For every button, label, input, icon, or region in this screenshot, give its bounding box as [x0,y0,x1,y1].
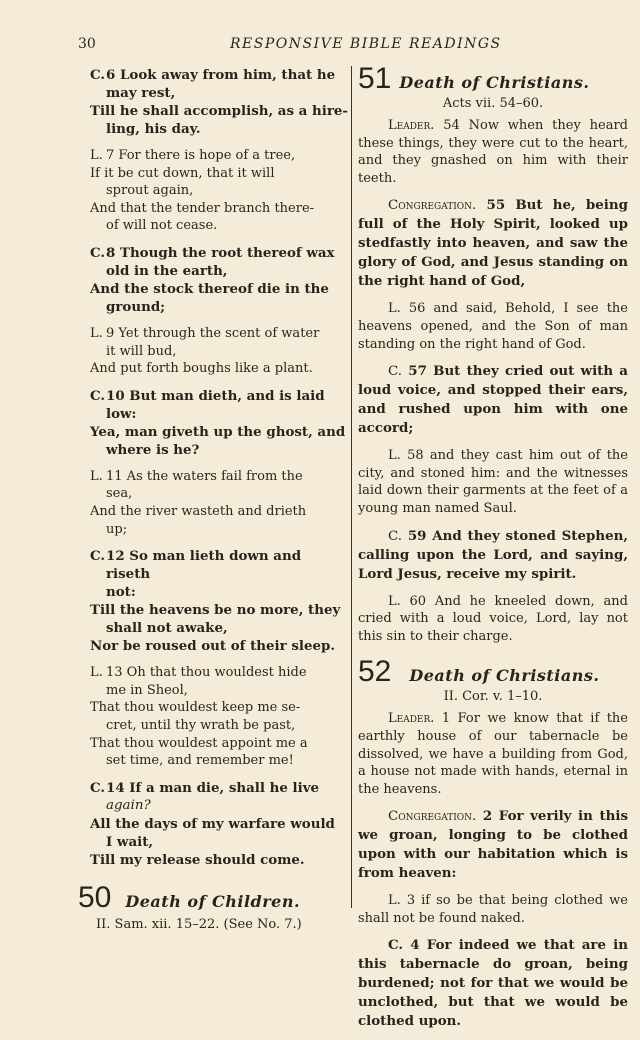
section-title: Death of Children. [125,891,301,911]
page-header [78,36,628,56]
verse-c8: C. 8 Though the root thereof wax old in the earth, And the stock thereof die in the ground; [90,244,335,315]
reading-paragraph: Leader. 1 For we know that if the earthly house of our tabernacle be dissolved, we have a building from God, a house not made with hands, eternal in the heavens. [358,711,628,797]
section-number: 51 [358,62,392,95]
reading-paragraph: L. 60 And he kneeled down, and cried with a loud voice, Lord, lay not this sin to their charge. [358,593,628,644]
reading-paragraph: C. 59 And they stoned Stephen, calling upon the Lord, and saying, Lord Jesus, receive my spirit. [358,527,628,582]
reading-paragraph: L. 56 and said, Behold, I see the heavens opened, and the Son of man standing on the right hand of God. [358,301,629,352]
section-title: Death of Christians. [409,666,600,686]
reading-paragraph: Leader. 54 Now when they heard these things, they were cut to the heart, and they gnashed on him with their teeth. [358,118,629,186]
section-52 [358,657,628,1031]
section-reference: II. Cor. v. 1–10. [443,689,543,705]
section-50 [78,880,348,932]
reading-paragraph: L. 3 if so be that being clothed we shall not be found naked. [358,893,628,926]
left-column [78,66,348,932]
reading-paragraph: C. 4 For indeed we that are in this tabernacle do groan, being burdened; not for that we would be unclothed, but that we would be clothed upon. [358,937,628,1030]
verse-l13: L. 13 Oh that thou wouldest hide me in Sheol, That thou wouldest keep me se- cret, until thy wrath be past, That thou wouldest appoint me a set time, and remember me! [90,665,308,769]
verse-c12: C. 12 So man lieth down and riseth not: Till the heavens be no more, they shall not awake, Nor be roused out of their sleep. [90,548,341,655]
page-number: 30 [78,36,96,52]
reading-paragraph: L. 58 and they cast him out of the city, and stoned him: and the witnesses laid down their garments at the feet of a young man named Saul. [358,448,628,516]
verse-l9: L. 9 Yet through the scent of water it will bud, And put forth boughs like a plant. [90,325,320,377]
section-reference: II. Sam. xii. 15–22. (See No. 7.) [96,916,302,932]
running-title: RESPONSIVE BIBLE READINGS [230,36,502,52]
verse-l11: L. 11 As the waters fail from the sea, And the river wasteth and drieth up; [90,468,307,537]
section-number: 52 [358,655,392,689]
column-divider [351,66,352,908]
reading-paragraph: C. 57 But they cried out with a loud voice, and stopped their ears, and rushed upon him with one accord; [358,363,628,437]
verse-c14: C. 14 If a man die, shall he live again? All the days of my warfare would I wait, Till my release should come. [90,779,335,868]
section-number: 50 [78,880,112,914]
section-title: Death of Christians. [399,73,590,92]
section-reference: Acts vii. 54–60. [442,96,544,111]
section-51 [358,64,628,645]
verse-c10: C. 10 But man dieth, and is laid low: Yea, man giveth up the ghost, and where is he? [90,387,346,458]
reading-paragraph: Congregation. 55 But he, being full of the Holy Spirit, looked up stedfastly into heaven, and saw the glory of God, and Jesus standing on the right hand of God, [358,197,628,290]
verse-c6: C. 6 Look away from him, that he may rest, Till he shall accomplish, as a hire- ling, his day. [90,67,348,137]
verse-l7: L. 7 For there is hope of a tree, If it be cut down, that it will sprout again, And that the tender branch there- of will not cease. [90,148,315,234]
right-column [358,64,628,1040]
reading-paragraph: Congregation. 2 For verily in this we groan, longing to be clothed upon with our habitation which is from heaven: [358,808,628,882]
